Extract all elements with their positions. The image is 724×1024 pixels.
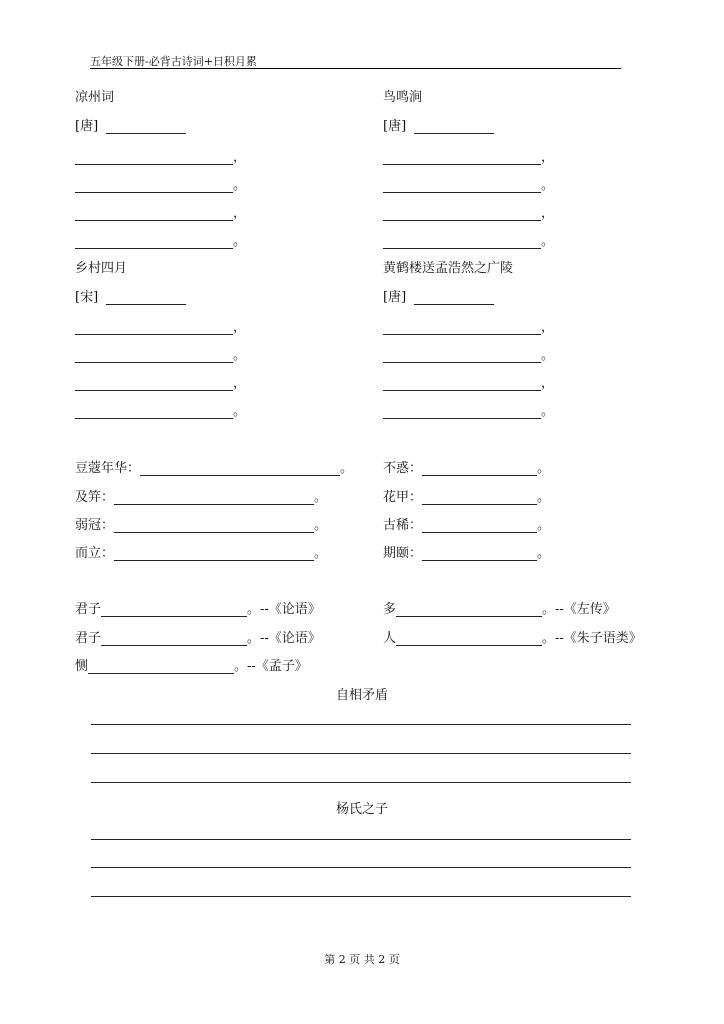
age-term-label: 弱冠： [75, 518, 115, 533]
writing-line[interactable] [91, 782, 631, 783]
poem-author-row [75, 115, 186, 134]
line-punct: ， [233, 376, 247, 391]
age-term-label: 花甲： [383, 490, 423, 505]
line-blank[interactable] [383, 378, 541, 391]
poem-dynasty: [唐] [383, 119, 407, 134]
quote-blank[interactable] [88, 661, 234, 674]
age-term-blank[interactable] [422, 492, 537, 505]
poem-title: 凉州词 [75, 90, 115, 105]
age-term-row [383, 514, 551, 533]
age-term-blank[interactable] [422, 463, 537, 476]
poem-line [75, 174, 247, 193]
poem-line [383, 400, 555, 419]
poem-title: 黄鹤楼送孟浩然之广陵 [383, 261, 514, 276]
poem-dynasty: [宋] [75, 290, 99, 305]
writing-line[interactable] [91, 724, 631, 725]
age-term-row [75, 514, 328, 533]
line-blank[interactable] [383, 322, 541, 335]
poem-dynasty: [唐] [383, 290, 407, 305]
line-punct: ， [541, 150, 555, 165]
line-blank[interactable] [75, 322, 233, 335]
writing-line[interactable] [91, 753, 631, 754]
line-punct: 。 [541, 404, 555, 419]
author-blank[interactable] [106, 121, 186, 134]
quote-row [75, 627, 321, 646]
quote-prefix: 人 [383, 631, 397, 646]
line-punct: 。 [541, 178, 555, 193]
author-blank[interactable] [414, 292, 494, 305]
age-term-end: 。 [537, 461, 551, 476]
line-punct: ， [233, 206, 247, 221]
quote-suffix: 。--《论语》 [247, 631, 321, 646]
line-punct: 。 [541, 348, 555, 363]
age-term-blank[interactable] [422, 520, 537, 533]
line-punct: 。 [233, 234, 247, 249]
age-term-row [383, 486, 551, 505]
age-term-label: 期颐： [383, 546, 423, 561]
poem-author-row [383, 115, 494, 134]
line-punct: ， [541, 376, 555, 391]
poem-line [75, 372, 247, 391]
poem-line [75, 202, 247, 221]
age-term-label: 古稀： [383, 518, 423, 533]
line-blank[interactable] [383, 208, 541, 221]
poem-line [75, 344, 247, 363]
age-term-blank[interactable] [140, 463, 340, 476]
age-term-blank[interactable] [114, 548, 314, 561]
quote-suffix: 。--《论语》 [247, 602, 321, 617]
quote-suffix: 。--《朱子语类》 [542, 631, 642, 646]
poem-line [75, 400, 247, 419]
line-blank[interactable] [75, 152, 233, 165]
line-punct: 。 [233, 404, 247, 419]
line-punct: ， [541, 206, 555, 221]
poem-line [75, 230, 247, 249]
age-term-blank[interactable] [114, 492, 314, 505]
line-blank[interactable] [75, 350, 233, 363]
author-blank[interactable] [106, 292, 186, 305]
age-term-blank[interactable] [422, 548, 537, 561]
poem-author-row [75, 286, 186, 305]
section-title: 杨氏之子 [335, 802, 388, 817]
age-term-end: 。 [340, 461, 354, 476]
writing-line[interactable] [91, 896, 631, 897]
line-blank[interactable] [383, 236, 541, 249]
quote-row [75, 655, 308, 674]
quote-suffix: 。--《左传》 [542, 602, 616, 617]
age-term-label: 及笄： [75, 490, 115, 505]
line-punct: ， [233, 150, 247, 165]
age-term-row [75, 542, 328, 561]
line-blank[interactable] [75, 208, 233, 221]
age-term-end: 。 [314, 518, 328, 533]
section-title: 自相矛盾 [335, 688, 388, 703]
age-term-row [75, 486, 328, 505]
page-footer: 第 2 页 共 2 页 [324, 953, 400, 966]
quote-blank[interactable] [396, 633, 542, 646]
line-blank[interactable] [75, 180, 233, 193]
poem-title: 鸟鸣涧 [383, 90, 423, 105]
quote-suffix: 。--《孟子》 [234, 659, 308, 674]
line-punct: 。 [541, 234, 555, 249]
quote-prefix: 君子 [75, 631, 102, 646]
line-blank[interactable] [75, 236, 233, 249]
author-blank[interactable] [414, 121, 494, 134]
age-term-end: 。 [537, 546, 551, 561]
age-term-label: 豆蔻年华： [75, 461, 141, 476]
line-blank[interactable] [75, 406, 233, 419]
writing-line[interactable] [91, 867, 631, 868]
quote-row [383, 598, 616, 617]
line-blank[interactable] [75, 378, 233, 391]
quote-blank[interactable] [101, 633, 247, 646]
quote-prefix: 多 [383, 602, 397, 617]
poem-author-row [383, 286, 494, 305]
poem-line [75, 316, 247, 335]
age-term-end: 。 [314, 546, 328, 561]
quote-row [75, 598, 321, 617]
line-blank[interactable] [383, 350, 541, 363]
poem-line [383, 146, 555, 165]
age-term-end: 。 [537, 518, 551, 533]
header-divider [90, 68, 621, 69]
poem-title: 乡村四月 [75, 261, 128, 276]
age-term-label: 而立： [75, 546, 115, 561]
poem-line [383, 344, 555, 363]
quote-blank[interactable] [101, 604, 247, 617]
quote-row [383, 627, 642, 646]
line-punct: ， [541, 320, 555, 335]
line-punct: 。 [233, 348, 247, 363]
line-blank[interactable] [383, 180, 541, 193]
line-blank[interactable] [383, 406, 541, 419]
poem-line [383, 230, 555, 249]
age-term-end: 。 [537, 490, 551, 505]
page-header: 五年级下册-必背古诗词+日积月累 [90, 55, 257, 68]
quote-prefix: 恻 [75, 659, 89, 674]
line-punct: 。 [233, 178, 247, 193]
age-term-row [383, 542, 551, 561]
age-term-row [383, 457, 551, 476]
quote-prefix: 君子 [75, 602, 102, 617]
poem-line [383, 174, 555, 193]
age-term-label: 不惑： [383, 461, 423, 476]
line-punct: ， [233, 320, 247, 335]
poem-line [383, 372, 555, 391]
writing-line[interactable] [91, 839, 631, 840]
quote-blank[interactable] [396, 604, 542, 617]
poem-line [75, 146, 247, 165]
age-term-end: 。 [314, 490, 328, 505]
poem-dynasty: [唐] [75, 119, 99, 134]
poem-line [383, 202, 555, 221]
age-term-row [75, 457, 354, 476]
poem-line [383, 316, 555, 335]
line-blank[interactable] [383, 152, 541, 165]
age-term-blank[interactable] [114, 520, 314, 533]
